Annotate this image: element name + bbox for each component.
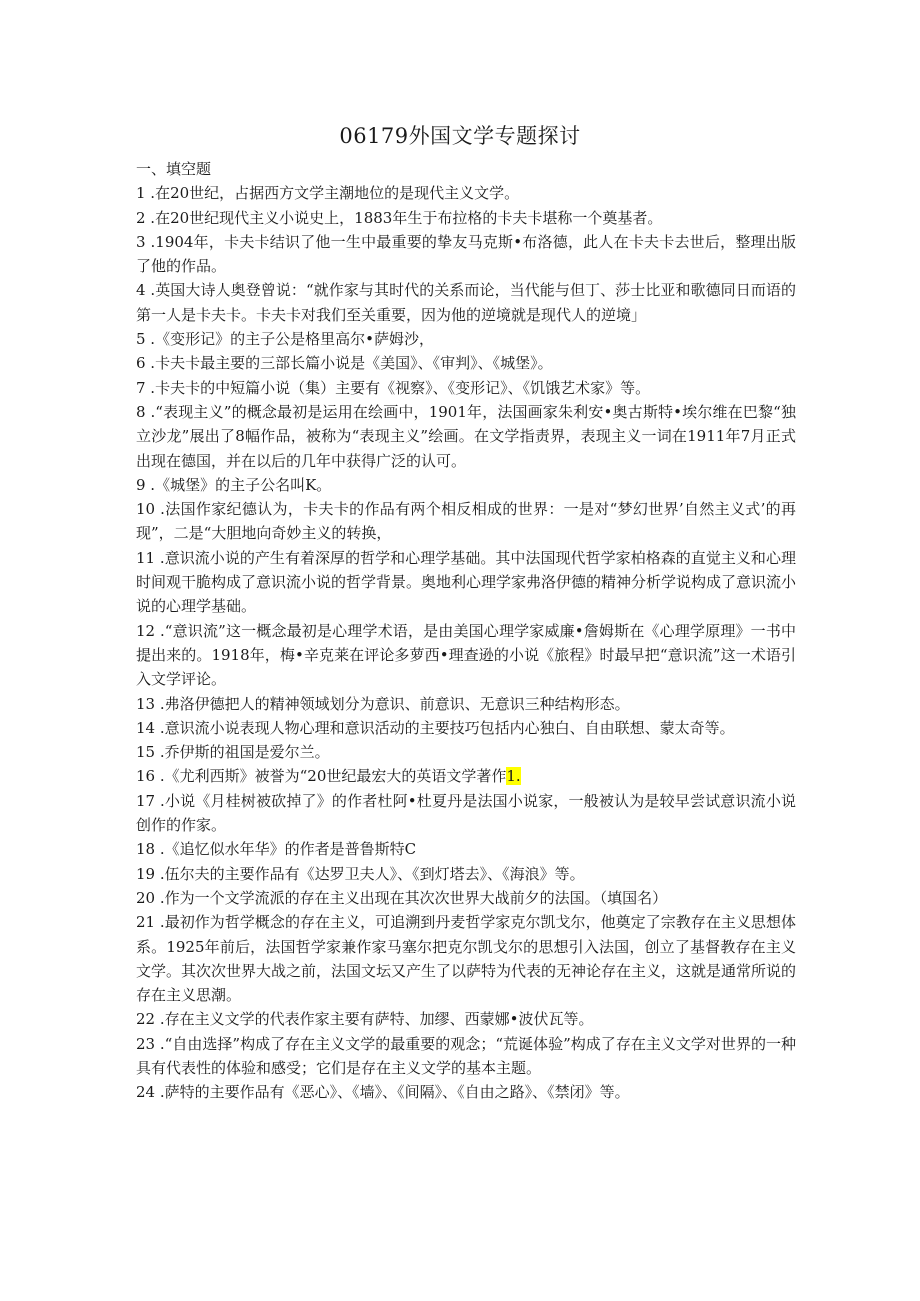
question-item (136, 376, 796, 400)
question-list (136, 181, 796, 1104)
question-number: 8 . (136, 402, 156, 421)
question-number: 23 . (136, 1034, 165, 1053)
question-text: 最初作为哲学概念的存在主义，可追溯到丹麦哲学家克尔凯戈尔，他奠定了宗教存在主义思想体系。1925年前后，法国哲学家兼作家马塞尔把克尔凯戈尔的思想引入法国，创立了基督教存在主义文学。其次次世界大战之前，法国文坛又产生了以萨特为代表的无神论存在主义，这就是通常所说的存在主义思潮。 (136, 913, 797, 1005)
question-number: 5 . (136, 330, 156, 349)
question-number: 21 . (136, 913, 165, 932)
question-text: 作为一个文学流派的存在主义出现在其次次世界大战前夕的法国。（填国名） (164, 888, 668, 907)
question-text: 《变形记》的主子公是格里高尔•萨姆沙， (155, 330, 434, 349)
question-text: “意识流”这一概念最初是心理学术语，是由美国心理学家威廉•詹姆斯在《心理学原理》一书中提出来的。1918年，梅•辛克莱在评论多萝西•理查逊的小说《旅程》时最早把“意识流”这一术语引入文学评论。 (136, 621, 796, 689)
question-text: 小说《月桂树被砍掉了》的作者杜阿•杜夏丹是法国小说家，一般被认为是较早尝试意识流小说创作的作家。 (136, 791, 797, 835)
question-number: 6 . (136, 354, 156, 373)
question-item (136, 1080, 796, 1104)
question-item (136, 1007, 796, 1031)
highlighted-text: 1. (506, 767, 521, 786)
question-text: 存在主义文学的代表作家主要有萨特、加缪、西蒙娜•波伏瓦等。 (164, 1010, 594, 1029)
question-item (136, 740, 796, 764)
question-item (136, 400, 796, 473)
question-number: 13 . (136, 694, 165, 713)
question-text: 意识流小说表现人物心理和意识活动的主要技巧包括内心独白、自由联想、蒙太奇等。 (164, 718, 735, 737)
question-item (136, 789, 796, 838)
question-item (136, 181, 796, 205)
question-item (136, 764, 796, 788)
question-text: 萨特的主要作品有《恶心》、《墙》、《间隔》、《自由之路》、《禁闭》等。 (164, 1083, 630, 1102)
question-text: 1904年，卡夫卡结识了他一生中最重要的挚友马克斯•布洛德，此人在卡夫卡去世后，整理出版了他的作品。 (136, 232, 796, 276)
question-text: 《追忆似水年华》的作者是普鲁斯特C (164, 840, 417, 859)
question-item (136, 278, 796, 327)
question-number: 9 . (136, 475, 156, 494)
question-item (136, 910, 796, 1007)
question-text: 在20世纪，占据西方文学主潮地位的是现代主义文学。 (155, 184, 520, 203)
question-text: “自由选择”构成了存在主义文学的最重要的观念；“荒诞体验”构成了存在主义文学对世界的一种具有代表性的体验和感受；它们是存在主义文学的基本主题。 (136, 1034, 796, 1077)
question-item (136, 351, 796, 375)
question-text: “表现主义”的概念最初是运用在绘画中，1901年，法国画家朱利安•奥古斯特•埃尔维在巴黎“独立沙龙”展出了8幅作品，被称为“表现主义”绘画。在文学指责界，表现主义一词在1911年7月正式出现在德国，并在以后的几年中获得广泛的认可。 (136, 402, 796, 470)
question-item (136, 206, 796, 230)
question-number: 18 . (136, 840, 165, 859)
question-text: 弗洛伊德把人的精神领域划分为意识、前意识、无意识三种结构形态。 (164, 694, 630, 713)
question-text: 法国作家纪德认为，卡夫卡的作品有两个相反相成的世界：一是对“梦幻世界’自然主义式’的再现”，二是“大胆地向奇妙主义的转换， (136, 500, 796, 543)
question-number: 17 . (136, 791, 165, 810)
question-number: 19 . (136, 864, 165, 883)
question-number: 1 . (136, 184, 156, 203)
question-item (136, 1032, 796, 1081)
question-item (136, 546, 796, 619)
question-number: 16 . (136, 767, 165, 786)
question-item (136, 230, 796, 279)
document-title: 06179外国文学专题探讨 (339, 124, 581, 148)
question-text: 意识流小说的产生有着深厚的哲学和心理学基础。其中法国现代哲学家柏格森的直觉主义和心理时间观干脆构成了意识流小说的哲学背景。奥地利心理学家弗洛伊德的精神分析学说构成了意识流小说的心理学基础。 (136, 548, 797, 616)
question-number: 7 . (136, 378, 156, 397)
question-number: 11 . (136, 548, 165, 567)
question-number: 2 . (136, 208, 156, 227)
question-item (136, 716, 796, 740)
question-number: 12 . (136, 621, 165, 640)
question-text: 卡夫卡最主要的三部长篇小说是《美国》、《审判》、《城堡》。 (155, 354, 553, 373)
question-text: 卡夫卡的中短篇小说（集）主要有《视察》、《变形记》、《饥饿艺术家》等。 (155, 378, 651, 397)
question-text: 《城堡》的主子公名叫K。 (155, 475, 332, 494)
question-number: 14 . (136, 718, 165, 737)
question-number: 20 . (136, 888, 165, 907)
section-heading: 一、填空题 (136, 160, 212, 178)
question-text: 乔伊斯的祖国是爱尔兰。 (164, 743, 330, 762)
question-item (136, 327, 796, 351)
question-item (136, 862, 796, 886)
question-item (136, 619, 796, 692)
question-item (136, 886, 796, 910)
question-text: 《尤利西斯》被誉为“20世纪最宏大的英语文学著作 (164, 767, 507, 786)
question-number: 24 . (136, 1083, 165, 1102)
question-text: 英国大诗人奥登曾说：“就作家与其时代的关系而论，当代能与但丁、莎士比亚和歌德同日而语的第一人是卡夫卡。卡夫卡对我们至关重要，因为他的逆境就是现代人的逆境」 (136, 281, 796, 324)
question-number: 10 . (136, 500, 165, 519)
question-number: 3 . (136, 232, 156, 251)
question-number: 4 . (136, 281, 156, 300)
question-item (136, 497, 796, 546)
question-text: 伍尔夫的主要作品有《达罗卫夫人》、《到灯塔去》、《海浪》等。 (164, 864, 585, 883)
question-item (136, 692, 796, 716)
question-text: 在20世纪现代主义小说史上，1883年生于布拉格的卡夫卡堪称一个奠基者。 (155, 208, 663, 227)
question-number: 15 . (136, 743, 165, 762)
document-body (136, 157, 796, 1105)
question-number: 22 . (136, 1010, 165, 1029)
question-item (136, 837, 796, 861)
question-item (136, 473, 796, 497)
